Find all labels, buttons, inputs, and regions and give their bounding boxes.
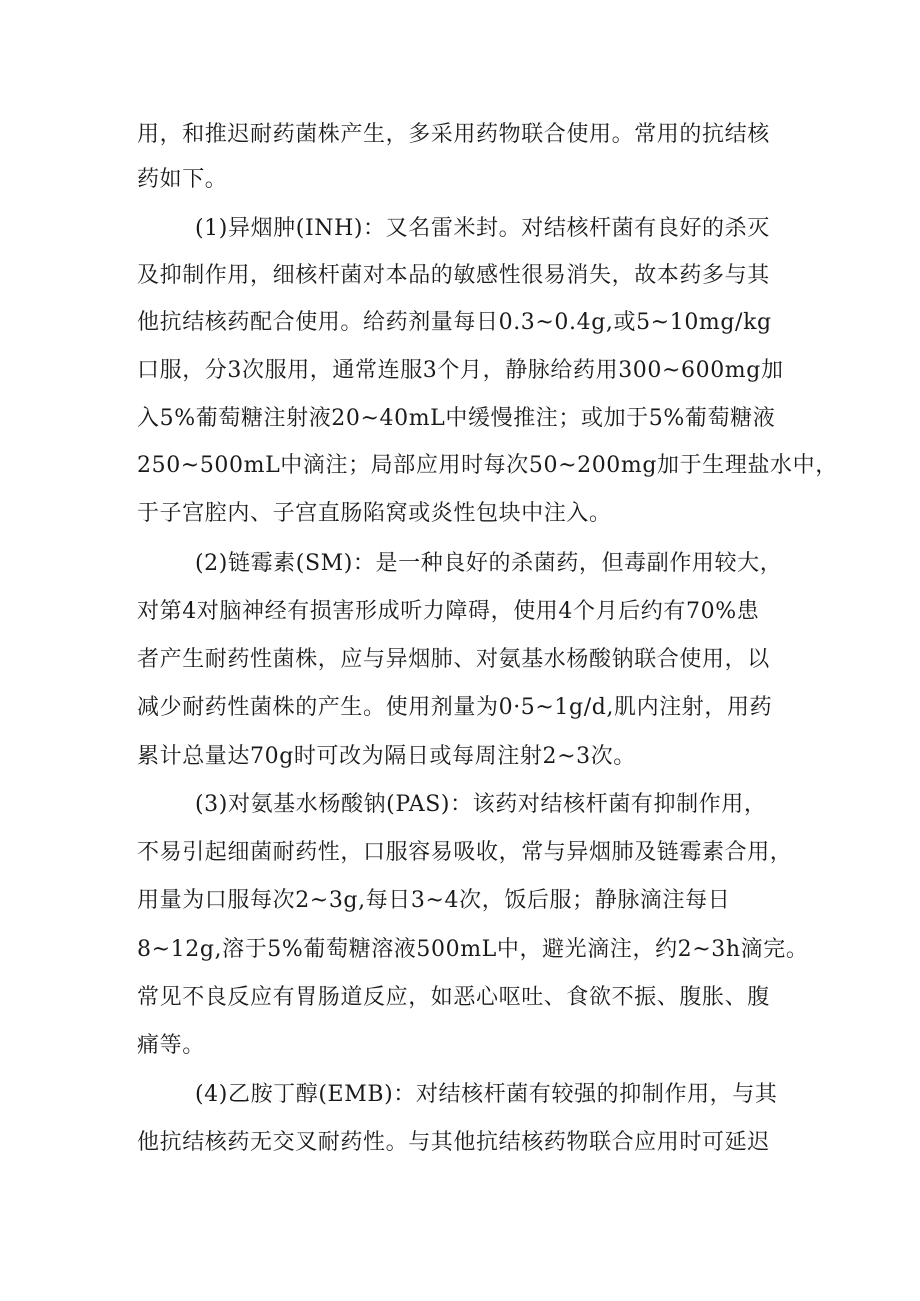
text-line: 药如下。 — [137, 167, 228, 192]
paragraph-heading-line: (4)乙胺丁醇(EMB)：对结核杆菌有较强的抑制作用，与其 — [195, 1082, 778, 1107]
text-line: 口服，分3次服用，通常连服3个月，静脉给药用300~600mg加 — [137, 358, 784, 383]
text-line: 不易引起细菌耐药性，口服容易吸收，常与异烟肺及链霉素合用， — [137, 840, 793, 865]
text-line: 对第4对脑神经有损害形成听力障碍，使用4个月后约有70%患 — [137, 599, 760, 624]
text-line: 他抗结核药无交叉耐药性。与其他抗结核药物联合应用时可延迟 — [137, 1130, 770, 1155]
text-line: 8~12g,溶于5%葡萄糖溶液500mL中，避光滴注，约2~3h滴完。 — [137, 937, 809, 962]
text-line: 及抑制作用，细核杆菌对本品的敏感性很易消失，故本药多与其 — [137, 263, 770, 288]
paragraph-heading-line: (3)对氨基水杨酸钠(PAS)：该药对结核杆菌有抑制作用， — [195, 792, 767, 817]
paragraph-heading-line: (2)链霉素(SM)：是一种良好的杀菌药，但毒副作用较大， — [195, 551, 783, 576]
text-line: 减少耐药性菌株的产生。使用剂量为0·5~1g/d,肌内注射，用药 — [137, 695, 773, 720]
paragraph-heading-line: (1)异烟肿(INH)：又名雷米封。对结核杆菌有良好的杀灭 — [195, 216, 770, 241]
text-line: 者产生耐药性菌株，应与异烟肺、对氨基水杨酸钠联合使用，以 — [137, 647, 770, 672]
text-line: 用，和推迟耐药菌株产生，多采用药物联合使用。常用的抗结核 — [137, 122, 770, 147]
text-line: 他抗结核药配合使用。给药剂量每日0.3~0.4g,或5~10mg/kg — [137, 310, 772, 335]
text-line: 常见不良反应有胃肠道反应，如恶心呕吐、食欲不振、腹胀、腹 — [137, 985, 770, 1010]
text-line: 累计总量达70g时可改为隔日或每周注射2~3次。 — [137, 744, 636, 769]
text-line: 250~500mL中滴注；局部应用时每次50~200mg加于生理盐水中， — [137, 453, 838, 478]
text-line: 入5%葡萄糖注射液20~40mL中缓慢推注；或加于5%葡萄糖液 — [137, 406, 776, 431]
text-line: 用量为口服每次2~3g,每日3~4次，饭后服；静脉滴注每日 — [137, 888, 731, 913]
text-line: 痛等。 — [137, 1033, 205, 1058]
text-line: 于子宫腔内、子宫直肠陷窝或炎性包块中注入。 — [137, 501, 612, 526]
